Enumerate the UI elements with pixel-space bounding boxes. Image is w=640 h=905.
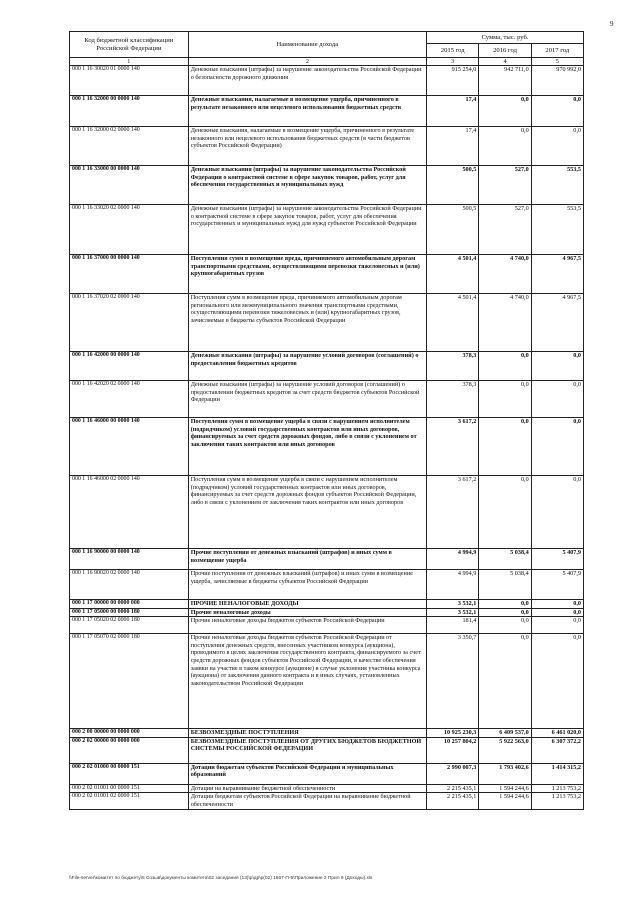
value-2017-cell: 1 213 753,2 (531, 793, 583, 810)
value-2017-cell: 0,0 (531, 608, 583, 617)
index-row (70, 58, 584, 66)
value-2016-cell: 0,0 (479, 418, 531, 476)
name-cell: Поступления сумм в возмещение вреда, причиняемого автомобильным дорогам транспортными средствами, осуществляющими перевозки тяжеловесных и (или) крупногабаритных грузов (188, 255, 426, 294)
table-row (70, 418, 584, 476)
code-cell: 000 2 02 01000 00 0000 151 (70, 763, 189, 784)
header-2016: 2016 год (479, 44, 531, 58)
value-2016-cell: 1 594 244,6 (479, 793, 531, 810)
value-2016-cell: 5 038,4 (479, 549, 531, 570)
value-2015-cell: 10 257 804,2 (427, 737, 479, 763)
value-2017-cell: 0,0 (531, 127, 583, 166)
table-row (70, 381, 584, 418)
revenue-table (69, 31, 584, 810)
name-cell: Денежные взыскания (штрафы) за нарушение законодательства Российской Федерации о безопасности дорожного движения (188, 66, 426, 96)
code-cell: 000 2 02 01001 02 0000 151 (70, 793, 189, 810)
code-cell: 000 1 16 90000 00 0000 140 (70, 549, 189, 570)
table-row (70, 737, 584, 763)
name-cell: Прочие поступления от денежных взысканий (штрафов) и иных сумм в возмещение ущерба, зачисляемые в бюджеты субъектов Российской Федерации (188, 570, 426, 600)
table-row (70, 166, 584, 205)
name-cell: Прочие неналоговые доходы (188, 608, 426, 617)
value-2015-cell: 4 501,4 (427, 294, 479, 352)
header-code: Код бюджетной классификации Российской Федерации (70, 32, 189, 58)
value-2016-cell: 0,0 (479, 127, 531, 166)
code-cell: 000 1 16 33000 00 0000 140 (70, 166, 189, 205)
value-2016-cell: 0,0 (479, 634, 531, 729)
table-row (70, 784, 584, 793)
header-2017: 2017 год (531, 44, 583, 58)
value-2017-cell: 553,5 (531, 166, 583, 205)
code-cell: 000 1 17 05000 00 0000 180 (70, 608, 189, 617)
value-2017-cell: 553,5 (531, 205, 583, 255)
value-2017-cell: 6 461 020,0 (531, 729, 583, 738)
table-row (70, 549, 584, 570)
table-row (70, 608, 584, 617)
value-2016-cell: 0,0 (479, 608, 531, 617)
value-2016-cell: 527,0 (479, 205, 531, 255)
value-2017-cell: 4 967,5 (531, 294, 583, 352)
index-cell: 2 (188, 58, 426, 66)
table-row (70, 600, 584, 609)
table-row (70, 205, 584, 255)
value-2015-cell: 181,4 (427, 617, 479, 634)
header-2015: 2015 год (427, 44, 479, 58)
table-row (70, 255, 584, 294)
table-row (70, 729, 584, 738)
name-cell: Дотации бюджетам субъектов Российской Федерации и муниципальных образований (188, 763, 426, 784)
value-2015-cell: 378,3 (427, 352, 479, 381)
table-row (70, 352, 584, 381)
index-cell: 5 (531, 58, 583, 66)
value-2015-cell: 10 925 230,3 (427, 729, 479, 738)
value-2015-cell: 915 254,0 (427, 66, 479, 96)
name-cell: Денежные взыскания (штрафы) за нарушение законодательства Российской Федерации о контрактной системе в сфере закупок товаров, работ, услуг для обеспечения государственных и муниципальных нужд (188, 166, 426, 205)
value-2017-cell: 0,0 (531, 418, 583, 476)
name-cell: Денежные взыскания, налагаемые в возмещение ущерба, причиненного в результате незаконного или нецелевого использования бюджетных средств (188, 96, 426, 127)
value-2016-cell: 0,0 (479, 381, 531, 418)
code-cell: 000 1 16 42020 02 0000 140 (70, 381, 189, 418)
table-row (70, 617, 584, 634)
name-cell: Поступления сумм в возмещение ущерба в связи с нарушением исполнителем (подрядчиком) условий государственных контрактов или иных договоров, финансируемых за счет средств дорожных фондов субъектов Российской Федерации, либо в связи с уклонением от заключения таких контрактов или иных договоров (188, 476, 426, 549)
table-row (70, 634, 584, 729)
value-2017-cell: 6 307 372,2 (531, 737, 583, 763)
value-2017-cell: 1 414 315,2 (531, 763, 583, 784)
value-2017-cell: 1 213 753,2 (531, 784, 583, 793)
value-2016-cell: 0,0 (479, 476, 531, 549)
value-2015-cell: 3 617,2 (427, 418, 479, 476)
value-2015-cell: 3 532,1 (427, 608, 479, 617)
name-cell: Поступления сумм в возмещение ущерба в связи с нарушением исполнителем (подрядчиком) условий государственных контрактов или иных договоров, финансируемых за счет средств дорожных фондов, либо в связи с уклонением от заключения таких контрактов или иных договоров (188, 418, 426, 476)
name-cell: Дотации на выравнивание бюджетной обеспеченности (188, 784, 426, 793)
table-row (70, 570, 584, 600)
value-2017-cell: 5 407,9 (531, 570, 583, 600)
name-cell: Прочие неналоговые доходы бюджетов субъектов Российской Федерации (188, 617, 426, 634)
value-2016-cell: 1 793 402,6 (479, 763, 531, 784)
value-2016-cell: 0,0 (479, 617, 531, 634)
code-cell: 000 1 16 46000 00 0000 140 (70, 418, 189, 476)
name-cell: Денежные взыскания (штрафы) за нарушение условий договоров (соглашений) о предоставлении бюджетных кредитов за счет средств бюджетов субъектов Российской Федерации (188, 381, 426, 418)
file-path-footer: \\File-server\комитет по бюджету\5 Созыв\документы комитета\02 заседания (13)\р\др\р(02) 1667-П-5\Приложение 2 Прил 9 (Доходы).xls (69, 876, 373, 881)
value-2015-cell: 2 990 007,3 (427, 763, 479, 784)
value-2016-cell: 0,0 (479, 96, 531, 127)
value-2016-cell: 527,0 (479, 166, 531, 205)
table-row (70, 793, 584, 810)
value-2017-cell: 970 992,0 (531, 66, 583, 96)
value-2015-cell: 17,4 (427, 96, 479, 127)
value-2015-cell: 500,5 (427, 205, 479, 255)
code-cell: 000 1 16 42000 00 0000 140 (70, 352, 189, 381)
value-2016-cell: 6 409 537,0 (479, 729, 531, 738)
value-2016-cell: 942 711,0 (479, 66, 531, 96)
value-2017-cell: 5 407,9 (531, 549, 583, 570)
header-sum: Сумма, тыс. руб. (427, 32, 584, 44)
value-2017-cell: 0,0 (531, 352, 583, 381)
name-cell: Поступления сумм в возмещение вреда, причиняемого автомобильным дорогам регионального или межмуниципального значения транспортными средствами, осуществляющими перевозки тяжеловесных и (или) крупногабаритных грузов, зачисляемые в бюджеты субъектов Российской Федерации (188, 294, 426, 352)
name-cell: БЕЗВОЗМЕЗДНЫЕ ПОСТУПЛЕНИЯ ОТ ДРУГИХ БЮДЖЕТОВ БЮДЖЕТНОЙ СИСТЕМЫ РОССИЙСКОЙ ФЕДЕРАЦИИ (188, 737, 426, 763)
value-2015-cell: 2 215 435,1 (427, 793, 479, 810)
value-2015-cell: 500,5 (427, 166, 479, 205)
value-2016-cell: 4 740,0 (479, 255, 531, 294)
code-cell: 000 1 16 32000 00 0000 140 (70, 96, 189, 127)
value-2016-cell: 5 038,4 (479, 570, 531, 600)
value-2015-cell: 17,4 (427, 127, 479, 166)
name-cell: Денежные взыскания (штрафы) за нарушение условий договоров (соглашений) о предоставлении бюджетных кредитов (188, 352, 426, 381)
value-2015-cell: 3 350,7 (427, 634, 479, 729)
code-cell: 000 1 16 30020 01 0000 140 (70, 66, 189, 96)
name-cell: ПРОЧИЕ НЕНАЛОГОВЫЕ ДОХОДЫ (188, 600, 426, 609)
code-cell: 000 1 17 05020 02 0000 180 (70, 617, 189, 634)
header-name: Наименование дохода (188, 32, 426, 58)
table-row (70, 763, 584, 784)
value-2015-cell: 4 994,9 (427, 549, 479, 570)
index-cell: 1 (70, 58, 189, 66)
name-cell: Прочие неналоговые доходы бюджетов субъектов Российской Федерации от поступления денежных средств, внесенных участником конкурса (аукциона), проводимого в целях заключения государственного контракта, финансируемого за счет средств дорожных фондов субъектов Российской Федерации, в качестве обеспечения заявки на участие в таком конкурсе (аукционе) в случае уклонения участника конкурса (аукциона) от заключения данного контракта и в иных случаях, установленных законодательством Российской Федерации (188, 634, 426, 729)
value-2017-cell: 0,0 (531, 600, 583, 609)
value-2015-cell: 3 617,2 (427, 476, 479, 549)
code-cell: 000 1 17 05070 02 0000 180 (70, 634, 189, 729)
code-cell: 000 1 16 33020 02 0000 140 (70, 205, 189, 255)
code-cell: 000 1 17 00000 00 0000 000 (70, 600, 189, 609)
table-row (70, 127, 584, 166)
table-row (70, 66, 584, 96)
value-2015-cell: 4 501,4 (427, 255, 479, 294)
code-cell: 000 1 16 37000 00 0000 140 (70, 255, 189, 294)
table-row (70, 294, 584, 352)
value-2015-cell: 3 532,1 (427, 600, 479, 609)
code-cell: 000 2 02 01001 00 0000 151 (70, 784, 189, 793)
value-2016-cell: 5 922 563,0 (479, 737, 531, 763)
value-2017-cell: 0,0 (531, 476, 583, 549)
code-cell: 000 2 02 00000 00 0000 000 (70, 737, 189, 763)
value-2015-cell: 4 994,9 (427, 570, 479, 600)
value-2017-cell: 0,0 (531, 381, 583, 418)
value-2017-cell: 0,0 (531, 617, 583, 634)
value-2016-cell: 0,0 (479, 352, 531, 381)
index-cell: 3 (427, 58, 479, 66)
value-2017-cell: 0,0 (531, 96, 583, 127)
value-2016-cell: 4 740,0 (479, 294, 531, 352)
name-cell: БЕЗВОЗМЕЗДНЫЕ ПОСТУПЛЕНИЯ (188, 729, 426, 738)
value-2015-cell: 378,3 (427, 381, 479, 418)
table-row (70, 96, 584, 127)
code-cell: 000 1 16 32000 02 0000 140 (70, 127, 189, 166)
name-cell: Прочие поступления от денежных взысканий (штрафов) и иных сумм в возмещение ущерба (188, 549, 426, 570)
code-cell: 000 2 00 00000 00 0000 000 (70, 729, 189, 738)
code-cell: 000 1 16 37020 02 0000 140 (70, 294, 189, 352)
code-cell: 000 1 16 46000 02 0000 140 (70, 476, 189, 549)
index-cell: 4 (479, 58, 531, 66)
page-number: 9 (610, 20, 614, 28)
value-2017-cell: 4 967,5 (531, 255, 583, 294)
value-2016-cell: 1 594 244,6 (479, 784, 531, 793)
value-2017-cell: 0,0 (531, 634, 583, 729)
name-cell: Дотации бюджетам субъектов Российской Федерации на выравнивание бюджетной обеспеченности (188, 793, 426, 810)
name-cell: Денежные взыскания, налагаемые в возмещение ущерба, причиненного в результате незаконного или нецелевого использования бюджетных средств (в части бюджетов субъектов Российской Федерации) (188, 127, 426, 166)
name-cell: Денежные взыскания (штрафы) за нарушение законодательства Российской Федерации о контрактной системе в сфере закупок товаров, работ, услуг для обеспечения государственных и муниципальных нужд для нужд субъектов Российской Федерации (188, 205, 426, 255)
code-cell: 000 1 16 90020 02 0000 140 (70, 570, 189, 600)
value-2016-cell: 0,0 (479, 600, 531, 609)
value-2015-cell: 2 215 435,1 (427, 784, 479, 793)
table-row (70, 476, 584, 549)
